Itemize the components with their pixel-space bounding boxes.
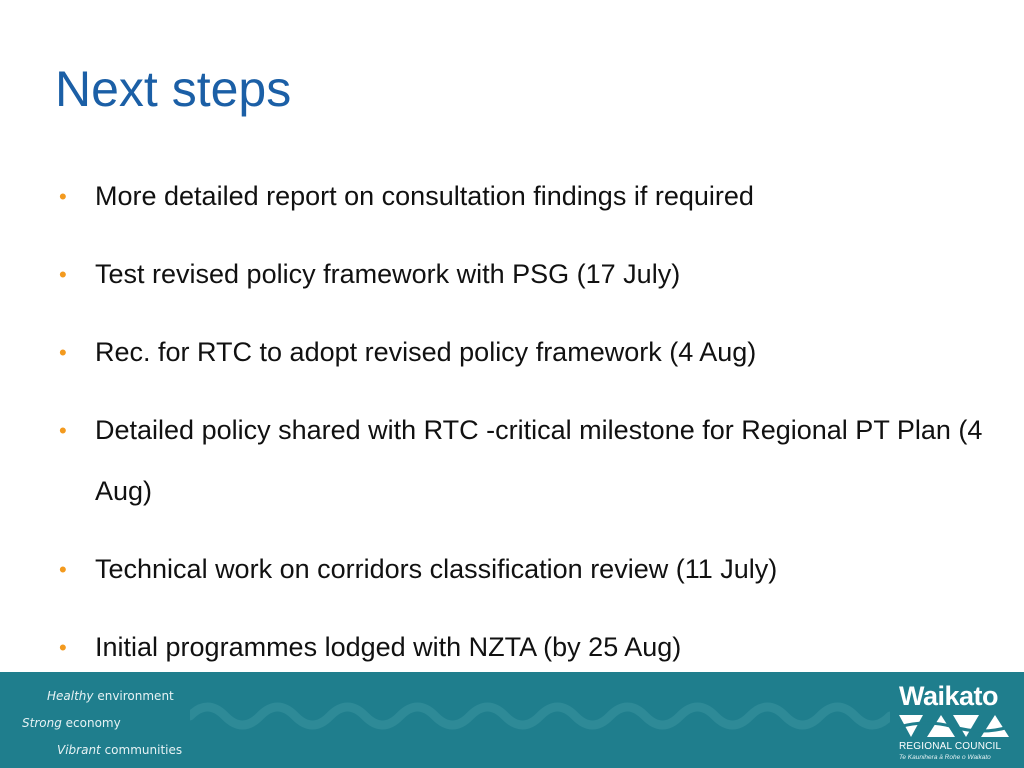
tagline-rest: environment: [93, 689, 174, 703]
bullet-marker: •: [59, 184, 67, 209]
bullet-item: [57, 539, 1007, 600]
logo-council-text: REGIONAL COUNCIL: [899, 741, 1002, 752]
tagline-emphasis: Vibrant: [57, 743, 101, 757]
bullet-item: [57, 322, 1007, 383]
logo-maori-text: Te Kaunihera ā Rohe o Waikato: [899, 754, 991, 761]
bullet-marker: •: [59, 262, 67, 287]
bullet-item: [57, 244, 1007, 305]
footer-band: [0, 672, 1024, 768]
bullet-text: Test revised policy framework with PSG (17 July): [95, 259, 681, 289]
bullet-text: Initial programmes lodged with NZTA (by 25 Aug): [95, 632, 682, 662]
tagline-emphasis: Strong: [22, 716, 62, 730]
wave-pattern-icon: [190, 696, 890, 736]
logo-name: Waikato: [899, 681, 999, 711]
tagline-vibrant-communities: [57, 743, 182, 757]
bullet-marker: •: [59, 340, 67, 365]
tagline-emphasis: Healthy: [47, 689, 94, 703]
tagline-strong-economy: [22, 716, 121, 730]
bullet-marker: •: [59, 635, 67, 660]
bullet-item: [57, 617, 1007, 678]
waikato-river-icon: [899, 715, 1009, 739]
bullet-marker: •: [59, 418, 67, 443]
bullet-list: [57, 166, 1007, 695]
bullet-text: Technical work on corridors classification review (11 July): [95, 554, 778, 584]
slide-title: Next steps: [55, 61, 292, 117]
bullet-text: Detailed policy shared with RTC -critical milestone for Regional PT Plan (4 Aug): [95, 415, 983, 506]
bullet-text: More detailed report on consultation findings if required: [95, 181, 754, 211]
tagline-healthy-environment: [47, 689, 174, 703]
bullet-item: [57, 166, 1007, 227]
waikato-logo: [893, 678, 1015, 766]
tagline-rest: communities: [100, 743, 183, 757]
bullet-text: Rec. for RTC to adopt revised policy framework (4 Aug): [95, 337, 757, 367]
bullet-marker: •: [59, 557, 67, 582]
tagline-rest: economy: [61, 716, 121, 730]
bullet-item: [57, 400, 1007, 522]
